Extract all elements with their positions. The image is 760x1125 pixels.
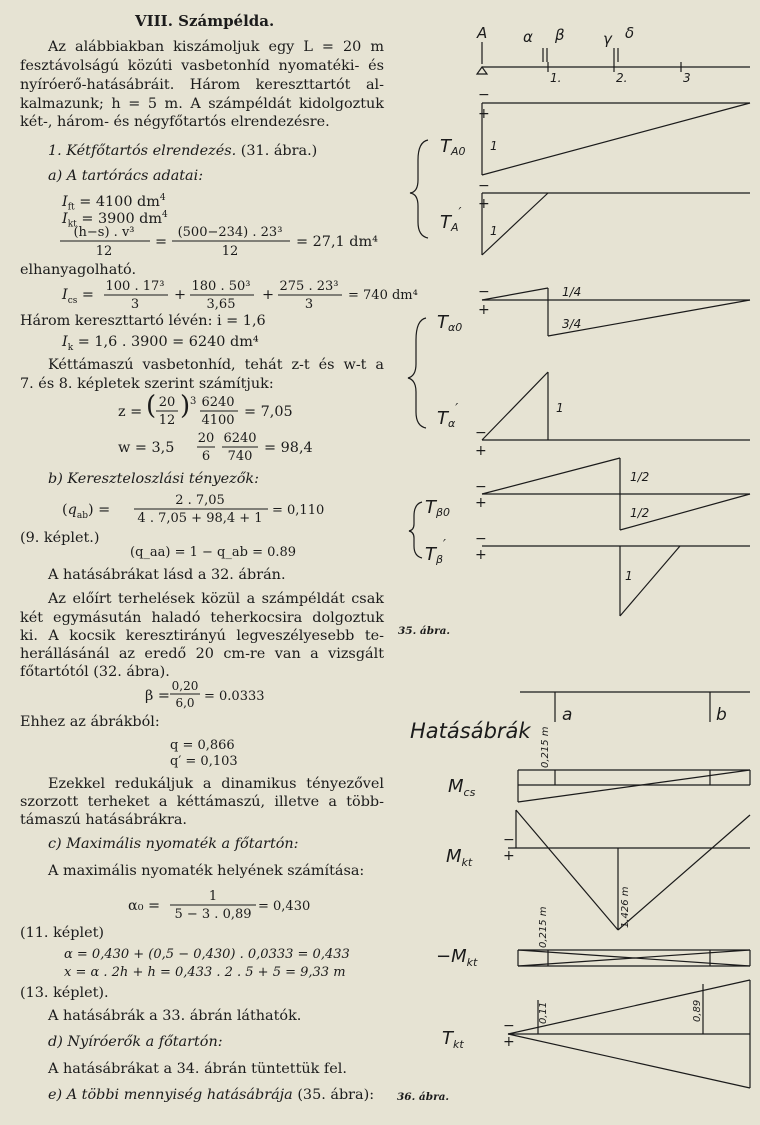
fig36-Mkt-label: $M_{kt}$	[446, 846, 473, 869]
fig35-plus-5: +	[475, 495, 487, 511]
i-line: Három kereszttartó lévén: i = 1,6	[20, 313, 266, 329]
beta-result: = 0.0333	[204, 689, 265, 704]
z-f1-num: 20	[158, 395, 176, 410]
eq-a1-denominator: 12	[95, 244, 113, 259]
section-a-heading: a) A tartórács adatai:	[48, 168, 204, 184]
fig36-Tkt-minus: −	[503, 1018, 515, 1034]
fig36-caption: 36. ábra.	[397, 1091, 450, 1103]
qaa-eq: (q_aa) = 1 − q_ab = 0.89	[130, 545, 297, 560]
eq-a1-mid-numerator: (500−234) . 23³	[177, 225, 283, 240]
beta-num: 0,20	[171, 679, 199, 693]
fig35-label-A: A	[477, 24, 488, 42]
ref-9: (9. képlet.)	[20, 530, 100, 546]
fig35-minus-2: −	[478, 178, 490, 194]
a0-result: = 0,430	[258, 899, 311, 914]
eq-a1-numerator: (h−s) . v³	[73, 225, 135, 240]
fig35-TA0-value: 1	[490, 139, 498, 153]
beta-lhs: β =	[145, 688, 170, 704]
a0-den: 5 − 3 . 0,89	[174, 907, 252, 922]
fig35-minus-5: −	[475, 479, 487, 495]
z-result: = 7,05	[244, 404, 293, 420]
para-red-3: támaszú hatásábrákra.	[20, 812, 187, 828]
fig35-Tb0-value-top: 1/2	[630, 470, 650, 484]
neglect-text: elhanyagolható.	[20, 262, 137, 278]
ref-13: (13. képlet).	[20, 985, 109, 1001]
fig35-Ta0-label: Tα0	[437, 312, 463, 334]
ics-t2-num: 180 . 50³	[191, 279, 251, 294]
intro-line-3: nyíróerő-hatásábráit. Három kereszttartót al-	[20, 77, 384, 93]
z-exponent: 3	[190, 396, 197, 407]
qab-lhs: $(q_{ab})$ =	[62, 502, 111, 521]
section-1-title: 1. Kétfőtartós elrendezés.	[48, 143, 237, 159]
alpha-line: α = 0,430 + (0,5 − 0,430) . 0,0333 = 0,433	[64, 947, 350, 962]
fig35-axis-2: 2.	[616, 71, 628, 85]
fig35-minus-6: −	[475, 531, 487, 547]
q2-line: q′ = 0,103	[170, 754, 238, 769]
fig35-Ta0-value-bottom: 3/4	[562, 317, 582, 331]
para-z-2: 7. és 8. képletek szerint számítjuk:	[20, 376, 274, 392]
beta-den: 6,0	[175, 696, 195, 710]
fig35-minus-4: −	[475, 425, 487, 441]
fig35-label-beta: β	[555, 26, 565, 44]
w-result: = 98,4	[264, 440, 313, 456]
z-f2-num: 6240	[201, 395, 235, 410]
w-lhs: w = 3,5	[118, 440, 175, 456]
ik-line-text: = 1,6 . 3900 = 6240 dm⁴	[77, 334, 259, 350]
para-load-4: herállásánál az eredő 20 cm-re van a vizsgált	[20, 646, 384, 662]
ics-t1-num: 100 . 17³	[105, 279, 165, 294]
w-f1-num: 20	[197, 431, 215, 446]
p-34: A hatásábrákat a 34. ábrán tüntettük fel.	[48, 1061, 347, 1077]
fig35-caption: 35. ábra.	[398, 625, 451, 637]
qab-result: = 0,110	[272, 503, 325, 518]
para-red-1: Ezekkel redukáljuk a dinamikus tényezővel	[48, 776, 384, 792]
a0-num: 1	[208, 889, 218, 904]
qab-den: 4 . 7,05 + 98,4 + 1	[137, 511, 263, 526]
fig36-negMkt-value: 0,215 m	[538, 906, 549, 948]
ics-t1-den: 3	[130, 297, 140, 312]
z-lhs: z =	[118, 404, 143, 420]
section-b-heading: b) Kereszteloszlási tényezők:	[48, 471, 259, 487]
fig36-title: Hatásábrák	[410, 719, 531, 743]
fig36-support-b-label: b	[716, 705, 727, 725]
ics-symbol: I	[62, 287, 68, 303]
ics-plus-2: +	[262, 287, 275, 303]
para-z-1: Kéttámaszú vasbetonhíd, tehát z-t és w-t a	[48, 357, 384, 373]
para-load-5: főtartótól (32. ábra).	[20, 664, 170, 680]
fig35-plus-1: +	[478, 106, 490, 122]
fig36-Mkt-minus: −	[503, 832, 515, 848]
section-e-ref: (35. ábra):	[297, 1087, 375, 1103]
eq-a1-mid-denominator: 12	[221, 244, 239, 259]
fig36-Mkt-plus: +	[503, 848, 515, 864]
ikt-line: $I_{kt} = 3900$ $dm^4$	[62, 210, 168, 230]
z-f1-den: 12	[158, 413, 176, 428]
fig35-axis-1: 1.	[550, 71, 562, 85]
fig36-support-a-label: a	[562, 705, 573, 725]
ref-11: (11. képlet)	[20, 925, 105, 941]
fig35-Ta-value: 1	[556, 401, 564, 415]
fig35-label-alpha: α	[523, 28, 533, 46]
w-f2-num: 6240	[223, 431, 257, 446]
ehhez-text: Ehhez az ábrákból:	[20, 714, 160, 730]
fig35-label-gamma: γ	[603, 30, 612, 48]
fig35-brace-2	[408, 318, 426, 428]
section-c-heading: c) Maximális nyomaték a főtartón:	[48, 836, 299, 852]
page-title: VIII. Számpélda.	[135, 12, 275, 30]
para-load-3: ki. A kocsik keresztirányú legveszélyesebb te-	[20, 628, 384, 644]
eq-a1-equals: =	[155, 234, 168, 250]
fig35-TA-value: 1	[490, 224, 498, 238]
section-e-title: e) A többi mennyiség hatásábrája	[48, 1087, 293, 1103]
ics-lhs: $I_{cs}$ =	[62, 287, 94, 306]
para-load-1: Az előírt terhelések közül a számpéldát csak	[48, 591, 384, 607]
p-32: A hatásábrákat lásd a 32. ábrán.	[48, 567, 286, 583]
fig36-Mkt-value: 1,426 m	[620, 886, 631, 928]
fig35-brace-3	[409, 502, 422, 558]
fig36-Mcs-label: $M_{cs}$	[448, 776, 476, 799]
fig35-axis-3: 3	[683, 71, 691, 85]
z-paren-left: (	[146, 391, 157, 421]
para-load-2: két egymásután haladó teherkocsira dolgoztuk	[20, 610, 384, 626]
fig35-plus-4: +	[475, 443, 487, 459]
ics-t3-den: 3	[304, 297, 314, 312]
max-line: A maximális nyomaték helyének számítása:	[48, 863, 365, 879]
fig35-Ta0-value-top: 1/4	[562, 285, 582, 299]
ics-plus-1: +	[174, 287, 187, 303]
intro-line-5: két-, három- és négyfőtartós elrendezésre.	[20, 114, 330, 130]
para-red-2: szorzott terheket a kéttámaszú, illetve a több-	[20, 794, 384, 810]
qab-num: 2 . 7,05	[175, 493, 225, 508]
fig35-Ta-label: Tα′	[437, 402, 459, 430]
fig35-brace-1	[410, 140, 428, 238]
x-line: x = α . 2h + h = 0,433 . 2 . 5 + 5 = 9,33 m	[64, 965, 346, 980]
fig35-label-delta: δ	[625, 24, 635, 42]
fig35-Tb0-label: Tβ0	[425, 497, 451, 519]
fig36-Tkt-value-b: 0,89	[692, 999, 703, 1022]
fig35-minus-1: −	[478, 87, 490, 103]
fig35-minus-3: −	[478, 284, 490, 300]
eq-a1-result: = 27,1 dm⁴	[296, 234, 378, 250]
fig35-Tb0-value-bottom: 1/2	[630, 506, 650, 520]
ics-sub: cs	[67, 295, 78, 306]
section-d-heading: d) Nyíróerők a főtartón:	[48, 1034, 223, 1050]
ik-line: $I_k = 1,6$ . 3900 = 6240 dm⁴	[62, 334, 259, 353]
fig36-Tkt-value-a: 0,11	[538, 1001, 549, 1024]
ift-line: $I_{ft} = 4100$ $dm^4$	[62, 193, 166, 213]
q-line: q = 0,866	[170, 738, 235, 753]
fig35-TA0-label: TA0	[440, 136, 466, 158]
w-f1-den: 6	[201, 449, 211, 464]
intro-line-2: fesztávolságú közúti vasbetonhíd nyomatéki- és	[20, 58, 384, 74]
fig36-Tkt-label: $T_{kt}$	[442, 1028, 464, 1051]
fig36-Tkt-plus: +	[503, 1034, 515, 1050]
ics-result-text: = 740 dm⁴	[348, 288, 418, 303]
a0-lhs: α₀ =	[128, 898, 161, 914]
fig35-support-a	[477, 67, 487, 74]
fig36-negMkt-label: $-M_{kt}$	[436, 946, 478, 969]
ics-t2-den: 3,65	[206, 297, 236, 312]
fig35-plus-3: +	[478, 302, 490, 318]
intro-line-4: kalmazunk; h = 5 m. A számpéldát kidolgoztuk	[20, 96, 384, 112]
p-33: A hatásábrák a 33. ábrán láthatók.	[48, 1008, 302, 1024]
ics-t3-num: 275 . 23³	[279, 279, 339, 294]
w-f2-den: 740	[227, 449, 253, 464]
fig36-Mcs-value: 0,215 m	[540, 726, 551, 768]
fig35-TA-label: TA′	[440, 206, 462, 234]
fig35-Tb-value: 1	[625, 569, 633, 583]
fig35-plus-6: +	[475, 547, 487, 563]
section-1-ref: (31. ábra.)	[240, 143, 318, 159]
z-paren-right: )	[180, 391, 191, 421]
fig35-Tb-label: Tβ′	[425, 538, 446, 566]
z-f2-den: 4100	[201, 413, 235, 428]
intro-line-1: Az alábbiakban kiszámoljuk egy L = 20 m	[48, 39, 384, 55]
fig35-plus-2: +	[478, 196, 490, 212]
